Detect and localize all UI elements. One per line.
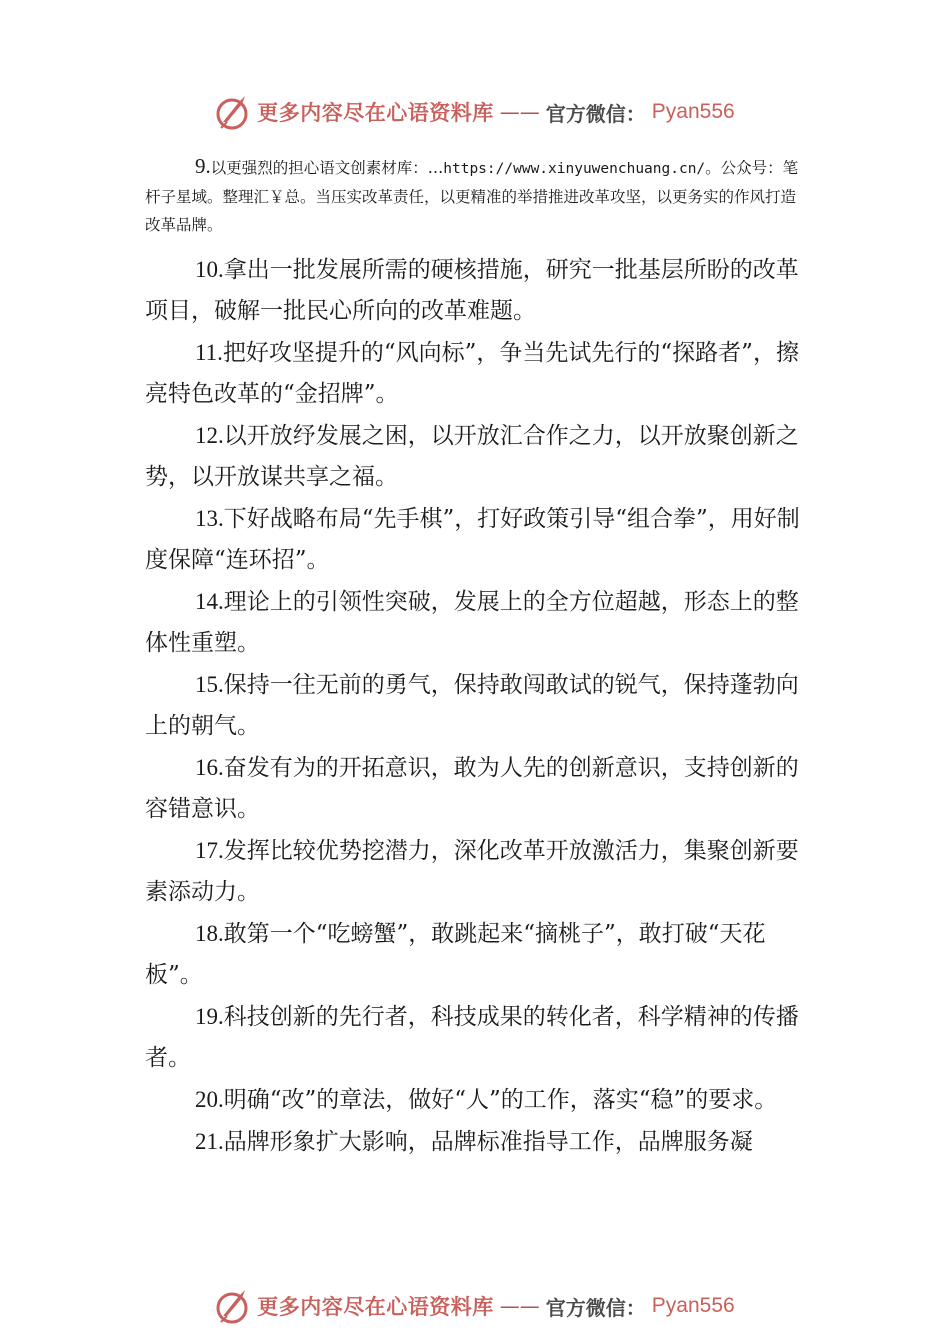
item-number: 12. — [195, 423, 224, 448]
item-number: 18. — [195, 921, 224, 946]
wechat-label: 官方微信： — [545, 1295, 646, 1320]
intro-text-before: 以更强烈的担心语文创素材库：… — [210, 159, 444, 177]
header-banner — [0, 92, 950, 132]
item-text: 保持一往无前的勇气，保持敢闯敢试的锐气，保持蓬勃向上的朝气。 — [145, 672, 799, 739]
banner-dash: —— — [499, 1294, 540, 1318]
wechat-label: 官方微信： — [545, 101, 646, 126]
list-item — [145, 498, 805, 581]
intro-text-after: 。公众号：笔杆子星域。整理汇￥总。当压实改革责任，以更精准的举措推进改革攻坚，以更务实的作风打造改革品牌。 — [145, 159, 799, 234]
item-text: 奋发有为的开拓意识，敢为人先的创新意识，支持创新的容错意识。 — [145, 755, 799, 822]
banner-dash: —— — [499, 100, 540, 124]
list-item — [145, 830, 805, 913]
banner-text: 更多内容尽在心语资料库 — [257, 1294, 494, 1319]
footer-banner — [0, 1286, 950, 1326]
item-number: 10. — [195, 257, 224, 282]
quill-logo-icon — [215, 1286, 251, 1326]
list-item — [145, 415, 805, 498]
list-item — [145, 581, 805, 664]
item-text: 下好战略布局“先手棋”，打好政策引导“组合拳”，用好制度保障“连环招”。 — [145, 506, 800, 573]
wechat-id: Pyan556 — [651, 100, 735, 123]
item-text: 科技创新的先行者，科技成果的转化者，科学精神的传播者。 — [145, 1004, 799, 1071]
item-number: 20. — [195, 1087, 224, 1112]
intro-number: 9. — [195, 154, 211, 178]
document-body — [145, 152, 805, 1163]
item-text: 拿出一批发展所需的硬核措施，研究一批基层所盼的改革项目，破解一批民心所向的改革难题。 — [145, 257, 799, 324]
item-number: 14. — [195, 589, 224, 614]
item-number: 19. — [195, 1004, 224, 1029]
item-text: 明确“改”的章法，做好“人”的工作，落实“稳”的要求。 — [223, 1087, 778, 1113]
item-text: 把好攻坚提升的“风向标”，争当先试先行的“探路者”，擦亮特色改革的“金招牌”。 — [145, 340, 799, 407]
list-item — [145, 747, 805, 830]
banner-text: 更多内容尽在心语资料库 — [257, 100, 494, 125]
wechat-id: Pyan556 — [651, 1294, 735, 1317]
list-item — [145, 996, 805, 1079]
item-text: 理论上的引领性突破，发展上的全方位超越，形态上的整体性重塑。 — [145, 589, 799, 656]
intro-paragraph — [145, 152, 805, 239]
list-item — [145, 249, 805, 332]
item-number: 15. — [195, 672, 224, 697]
item-number: 17. — [195, 838, 224, 863]
quill-logo-icon — [215, 92, 251, 132]
item-number: 16. — [195, 755, 224, 780]
item-text: 敢第一个“吃螃蟹”，敢跳起来“摘桃子”，敢打破“天花板”。 — [145, 921, 766, 988]
item-number: 21. — [195, 1129, 224, 1154]
item-text: 以开放纾发展之困，以开放汇合作之力，以开放聚创新之势，以开放谋共享之福。 — [145, 423, 799, 490]
item-text: 品牌形象扩大影响，品牌标准指导工作，品牌服务凝 — [223, 1129, 753, 1155]
intro-url: https://www.xinyuwenchuang.cn/ — [443, 161, 706, 177]
item-number: 11. — [195, 340, 223, 365]
list-item — [145, 1121, 805, 1163]
list-item — [145, 1079, 805, 1121]
list-item — [145, 664, 805, 747]
item-number: 13. — [195, 506, 224, 531]
list-item — [145, 332, 805, 415]
item-text: 发挥比较优势挖潜力，深化改革开放激活力，集聚创新要素添动力。 — [145, 838, 799, 905]
list-item — [145, 913, 805, 996]
